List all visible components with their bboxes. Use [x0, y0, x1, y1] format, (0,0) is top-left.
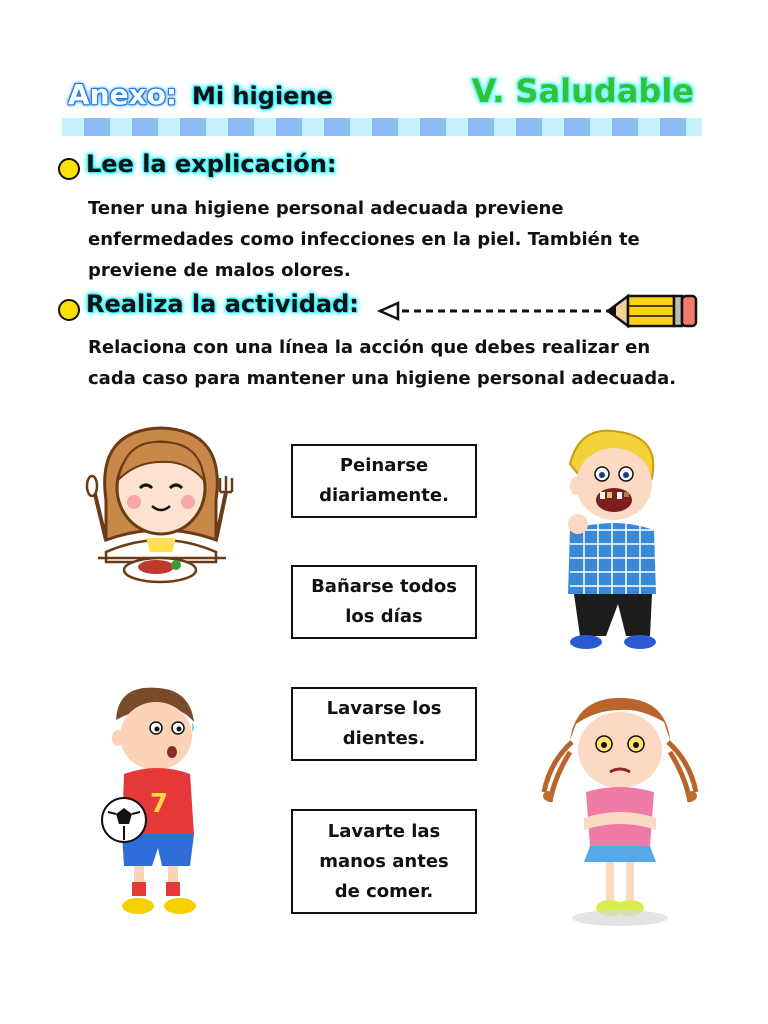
- bullet-icon: [58, 158, 80, 180]
- option-box-wash-hands[interactable]: [291, 809, 477, 914]
- girl-eating-icon[interactable]: [76, 420, 246, 590]
- section-read-heading: Lee la explicación:: [86, 150, 337, 178]
- svg-text:7: 7: [150, 789, 169, 819]
- option-box-bathe[interactable]: [291, 565, 477, 639]
- header-course-title: V. Saludable: [471, 72, 694, 110]
- paragraph-line: Tener una higiene personal adecuada previene: [88, 198, 564, 219]
- option-line: Bañarse todos: [311, 576, 457, 597]
- header-subtitle: Mi higiene: [192, 82, 333, 110]
- girl-messy-hair-icon[interactable]: [540, 692, 700, 930]
- boy-soccer-sweaty-icon[interactable]: [98, 682, 218, 928]
- bullet-icon: [58, 299, 80, 321]
- option-box-brush-teeth[interactable]: [291, 687, 477, 761]
- paragraph-line: previene de malos olores.: [88, 260, 351, 281]
- paragraph-line: enfermedades como infecciones en la piel. También te: [88, 229, 640, 250]
- option-line: diariamente.: [319, 485, 449, 506]
- paragraph-line: cada caso para mantener una higiene personal adecuada.: [88, 368, 677, 389]
- option-line: los días: [345, 606, 423, 627]
- section-activity-paragraph: [88, 332, 676, 394]
- header-anexo-label: Anexo:: [68, 78, 178, 111]
- option-line: dientes.: [342, 728, 426, 749]
- pencil-arrow-icon: [376, 290, 702, 332]
- option-line: Lavarte las: [327, 820, 441, 842]
- option-line: Peinarse: [339, 455, 429, 476]
- option-line: Lavarse los: [326, 698, 442, 719]
- option-box-comb-hair[interactable]: [291, 444, 477, 518]
- option-line: de comer.: [334, 880, 434, 902]
- option-line: manos antes: [319, 850, 449, 872]
- boy-bad-teeth-icon[interactable]: [540, 424, 670, 656]
- header-divider-band: [62, 118, 702, 136]
- paragraph-line: Relaciona con una línea la acción que debes realizar en: [88, 337, 651, 358]
- section-activity-heading: Realiza la actividad:: [86, 290, 359, 318]
- section-read-paragraph: [88, 193, 640, 286]
